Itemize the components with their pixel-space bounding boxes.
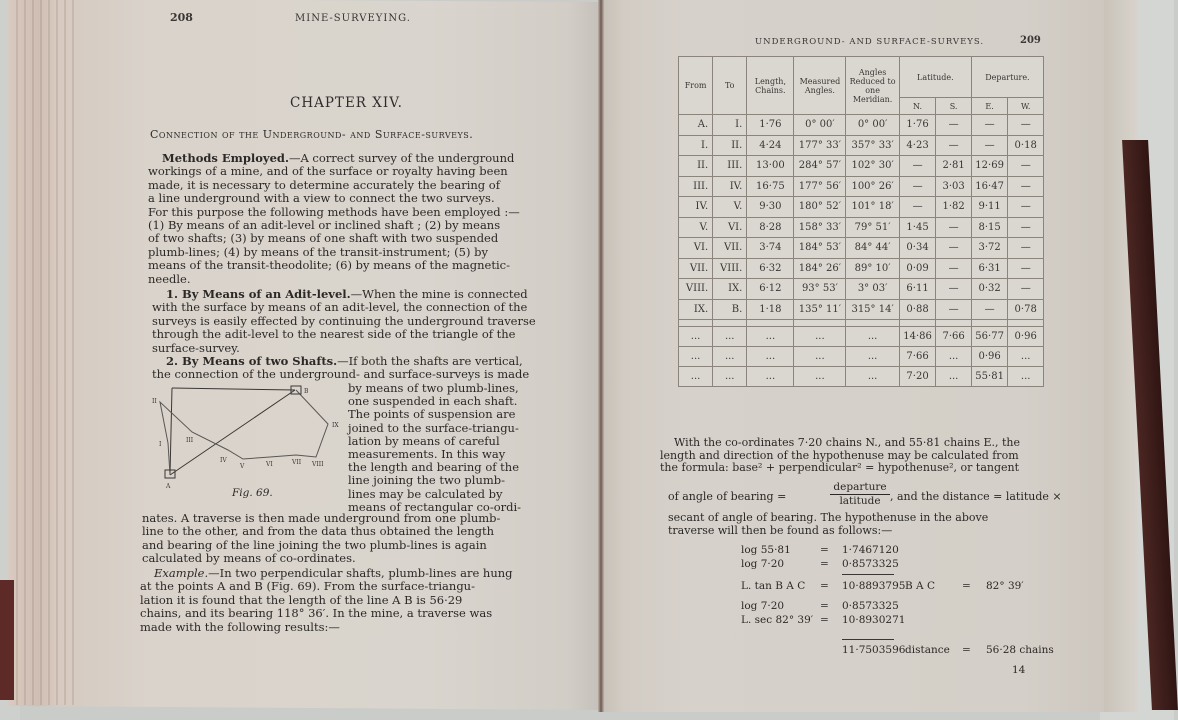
- fraction-denominator: latitude: [839, 495, 881, 507]
- cell-to: VII.: [713, 238, 747, 259]
- totals-row: [679, 347, 1044, 367]
- cell-reduced: 3° 03′: [846, 279, 899, 300]
- table-row: [679, 258, 1044, 279]
- cell-length: 16·75: [747, 176, 794, 197]
- cell-e: 0·96: [971, 347, 1008, 367]
- calc-equals: =: [820, 580, 829, 592]
- cell-w: 0·18: [1008, 135, 1044, 156]
- cell-e: 16·47: [971, 176, 1008, 197]
- calc-label: log 7·20: [741, 600, 785, 612]
- header-to: To: [713, 57, 747, 115]
- cell-n: —: [899, 156, 936, 177]
- cell-w: ...: [1008, 367, 1044, 387]
- cell-s: —: [936, 279, 972, 300]
- cell-measured: 284° 57′: [794, 156, 846, 177]
- fig-label-a: A: [166, 483, 171, 490]
- cell-from: III.: [679, 176, 713, 197]
- cell-n: 0·88: [899, 299, 936, 320]
- cell-s: —: [936, 217, 972, 238]
- cell-reduced: 102° 30′: [846, 156, 899, 177]
- cell-e: —: [971, 135, 1008, 156]
- cell-measured: 180° 52′: [794, 197, 846, 218]
- fig-label-ix: IX: [332, 422, 339, 429]
- calc-value: 0·8573325: [842, 558, 899, 570]
- cell-from: IX.: [679, 299, 713, 320]
- calc-value: 10·8893795: [842, 580, 906, 592]
- fig-label-b: B: [304, 388, 309, 395]
- cell-n: 6·11: [899, 279, 936, 300]
- cell-s: ...: [936, 367, 972, 387]
- calc-value: 10·8930271: [842, 614, 906, 626]
- cell-reduced: 89° 10′: [846, 258, 899, 279]
- calc-equals: =: [820, 614, 829, 626]
- cell-s: 7·66: [936, 327, 972, 347]
- header-s: S.: [936, 98, 972, 115]
- adit-paragraph: 1. By Means of an Adit-level.—When the mine is connected with the surface by means of an adit-level, the connection of the surveys is easily effected by continuing the underground traverse through the adit-level to the nearest side of the triangle of the surface-survey.: [152, 287, 536, 355]
- cell-length: 1·76: [747, 115, 794, 136]
- calc-equals: =: [820, 544, 829, 556]
- table-row: [679, 217, 1044, 238]
- cell-to: IX.: [713, 279, 747, 300]
- cell-measured: 158° 33′: [794, 217, 846, 238]
- cell-w: 0·78: [1008, 299, 1044, 320]
- cell-reduced: ...: [846, 367, 899, 387]
- cell-n: —: [899, 176, 936, 197]
- calc-value: 11·7503596: [842, 644, 906, 656]
- cell-e: 9·11: [971, 197, 1008, 218]
- header-latitude: Latitude.: [899, 57, 971, 98]
- cell-s: —: [936, 258, 972, 279]
- running-head: UNDERGROUND- AND SURFACE-SURVEYS.: [755, 37, 985, 47]
- table-row: [679, 115, 1044, 136]
- cell-measured: 135° 11′: [794, 299, 846, 320]
- cell-length: 3·74: [747, 238, 794, 259]
- chapter-subtitle: Connection of the Underground- and Surface-surveys.: [150, 128, 474, 141]
- fig-label-vi: VI: [266, 461, 273, 468]
- cell-from: A.: [679, 115, 713, 136]
- page-number: 208: [170, 11, 193, 24]
- cell-to: III.: [713, 156, 747, 177]
- calc-extra-label: distance: [905, 644, 950, 656]
- calc-extra-value: 82° 39′: [986, 580, 1024, 592]
- header-n: N.: [899, 98, 936, 115]
- cell-to: I.: [713, 115, 747, 136]
- fig-label-i: I: [159, 441, 162, 448]
- adit-heading: 1. By Means of an Adit-level.: [166, 287, 351, 301]
- cell-n: 7·20: [899, 367, 936, 387]
- cell-to: VIII.: [713, 258, 747, 279]
- cell-measured: ...: [794, 347, 846, 367]
- totals-row: [679, 327, 1044, 347]
- header-measured-angles: Measured Angles.: [794, 57, 846, 115]
- cell-measured: ...: [794, 367, 846, 387]
- header-departure: Departure.: [971, 57, 1043, 98]
- cell-n: 14·86: [899, 327, 936, 347]
- cell-e: 6·31: [971, 258, 1008, 279]
- cell-length: ...: [747, 367, 794, 387]
- calc-equals: =: [820, 600, 829, 612]
- figure-69-diagram: [150, 380, 350, 490]
- figure-caption: Fig. 69.: [232, 487, 273, 499]
- cell-from: ...: [679, 347, 713, 367]
- cell-e: 3·72: [971, 238, 1008, 259]
- table-row: [679, 238, 1044, 259]
- cell-length: 1·18: [747, 299, 794, 320]
- cell-reduced: 101° 18′: [846, 197, 899, 218]
- cell-to: ...: [713, 347, 747, 367]
- sum-rule: [842, 574, 894, 575]
- fig-label-ii: II: [152, 398, 157, 405]
- cell-length: 6·12: [747, 279, 794, 300]
- calc-value: 1·7467120: [842, 544, 899, 556]
- methods-heading: Methods Employed.: [162, 151, 289, 165]
- cell-measured: 93° 53′: [794, 279, 846, 300]
- cell-s: —: [936, 115, 972, 136]
- cell-from: I.: [679, 135, 713, 156]
- calc-label: L. tan B A C: [741, 580, 806, 592]
- secant-paragraph: secant of angle of bearing. The hypothenuse in the above traverse will then be found as follows:—: [668, 511, 989, 537]
- cell-e: 12·69: [971, 156, 1008, 177]
- example-heading: Example.: [154, 566, 209, 580]
- cell-w: —: [1008, 238, 1044, 259]
- surface-line: [170, 388, 172, 475]
- page-number: 209: [1020, 35, 1041, 46]
- cell-s: 2·81: [936, 156, 972, 177]
- after-figure-paragraph: nates. A traverse is then made underground from one plumb- line to the other, and from the data thus obtained the length and bearing of the line joining the two plumb-lines is again calculated by means of co-ordinates.: [142, 511, 501, 566]
- cell-w: —: [1008, 258, 1044, 279]
- cell-length: ...: [747, 347, 794, 367]
- cell-e: —: [971, 299, 1008, 320]
- table-row: [679, 279, 1044, 300]
- cell-reduced: 315° 14′: [846, 299, 899, 320]
- cell-measured: 184° 26′: [794, 258, 846, 279]
- cell-e: 55·81: [971, 367, 1008, 387]
- header-reduced-angles: Angles Reduced to one Meridian.: [846, 57, 899, 115]
- table-row: [679, 176, 1044, 197]
- traverse-table: [678, 56, 1044, 387]
- cell-w: ...: [1008, 347, 1044, 367]
- cell-reduced: ...: [846, 327, 899, 347]
- cell-from: VI.: [679, 238, 713, 259]
- cell-s: 3·03: [936, 176, 972, 197]
- cell-measured: ...: [794, 327, 846, 347]
- cell-s: —: [936, 135, 972, 156]
- cell-w: —: [1008, 176, 1044, 197]
- calc-extra-label: B A C: [905, 580, 936, 592]
- fig-label-v: V: [240, 463, 245, 470]
- cell-reduced: 0° 00′: [846, 115, 899, 136]
- cell-s: —: [936, 238, 972, 259]
- calc-extra-equals: =: [962, 644, 971, 656]
- cell-length: ...: [747, 327, 794, 347]
- cell-measured: 177° 56′: [794, 176, 846, 197]
- table-spacer: [679, 320, 1044, 327]
- cell-w: —: [1008, 279, 1044, 300]
- cell-length: 9·30: [747, 197, 794, 218]
- cell-measured: 0° 00′: [794, 115, 846, 136]
- wrap-text: by means of two plumb-lines, one suspended in each shaft. The points of suspension are joined to the surface-triangu- lation by means of careful measurements. In this way the length and bearing of the line joining the two plumb- lines may be calculated by means of rectangular co-ordi-: [348, 381, 522, 514]
- cell-to: B.: [713, 299, 747, 320]
- cell-reduced: ...: [846, 347, 899, 367]
- cell-to: II.: [713, 135, 747, 156]
- cell-to: V.: [713, 197, 747, 218]
- cell-to: ...: [713, 367, 747, 387]
- header-e: E.: [971, 98, 1008, 115]
- cell-s: 1·82: [936, 197, 972, 218]
- fig-label-viii: VIII: [312, 461, 324, 468]
- cell-w: —: [1008, 115, 1044, 136]
- header-length: Length, Chains.: [747, 57, 794, 115]
- cell-n: 1·76: [899, 115, 936, 136]
- cell-n: 1·45: [899, 217, 936, 238]
- cell-from: V.: [679, 217, 713, 238]
- cell-from: VII.: [679, 258, 713, 279]
- methods-paragraph: Methods Employed.—A correct survey of the underground workings of a mine, and of the surface or royalty having been made, it is necessary to determine accurately the bearing of a line underground with a view to connect the two surveys. For this purpose the following methods have been employed :— (1) By means of an adit-level or inclined shaft ; (2) by means of two shafts; (3) by means of one shaft with two suspended plumb-lines; (4) by means of the transit-instrument; (5) by means of the transit-theodolite; (6) by means of the magnetic- needle.: [148, 151, 520, 286]
- cell-measured: 177° 33′: [794, 135, 846, 156]
- cell-reduced: 84° 44′: [846, 238, 899, 259]
- cell-s: ...: [936, 347, 972, 367]
- page-edges: [10, 0, 80, 705]
- table-row: [679, 197, 1044, 218]
- header-from: From: [679, 57, 713, 115]
- cell-n: 7·66: [899, 347, 936, 367]
- cell-n: 0·34: [899, 238, 936, 259]
- cell-to: VI.: [713, 217, 747, 238]
- signature-mark: 14: [1012, 664, 1026, 676]
- shafts-heading: 2. By Means of two Shafts.: [166, 354, 338, 368]
- cell-to: IV.: [713, 176, 747, 197]
- cell-measured: 184° 53′: [794, 238, 846, 259]
- cell-e: 0·32: [971, 279, 1008, 300]
- table-row: [679, 299, 1044, 320]
- calc-value: 0·8573325: [842, 600, 899, 612]
- bearing-formula: of angle of bearing = departure latitude , and the distance = latitude ×: [668, 481, 1062, 507]
- cell-n: —: [899, 197, 936, 218]
- calc-label: log 55·81: [741, 544, 791, 556]
- surface-line: [172, 388, 295, 390]
- cell-from: ...: [679, 327, 713, 347]
- table-row: [679, 156, 1044, 177]
- cell-to: ...: [713, 327, 747, 347]
- table-row: [679, 135, 1044, 156]
- hypothenuse-paragraph: With the co-ordinates 7·20 chains N., and 55·81 chains E., the length and direction of the hypothenuse may be calculated from the formula: base² + perpendicular² = hypothenuse², or tangent: [660, 436, 1020, 475]
- shafts-paragraph: 2. By Means of two Shafts.—If both the shafts are vertical, the connection of the underground- and surface-surveys is made: [152, 354, 530, 382]
- cell-reduced: 357° 33′: [846, 135, 899, 156]
- calc-equals: =: [820, 558, 829, 570]
- fig-label-iii: III: [186, 437, 194, 444]
- calc-label: log 7·20: [741, 558, 785, 570]
- cell-e: 8·15: [971, 217, 1008, 238]
- cell-reduced: 100° 26′: [846, 176, 899, 197]
- book-cover: [0, 580, 14, 700]
- cell-e: 56·77: [971, 327, 1008, 347]
- cell-s: —: [936, 299, 972, 320]
- cell-from: II.: [679, 156, 713, 177]
- header-w: W.: [1008, 98, 1044, 115]
- cell-reduced: 79° 51′: [846, 217, 899, 238]
- cell-length: 13·00: [747, 156, 794, 177]
- calc-label: L. sec 82° 39′: [741, 614, 814, 626]
- totals-row: [679, 367, 1044, 387]
- chapter-title: CHAPTER XIV.: [290, 95, 403, 111]
- cell-length: 4·24: [747, 135, 794, 156]
- example-paragraph: Example.—In two perpendicular shafts, plumb-lines are hung at the points A and B (Fig. 69). From the surface-triangu- lation it is found that the length of the line A B is 56·29 chains, and its bearing 118° 36′. In the mine, a traverse was made with the following results:—: [140, 566, 513, 634]
- fig-label-vii: VII: [292, 459, 302, 466]
- fraction-numerator: departure: [830, 481, 890, 495]
- sum-rule: [842, 639, 894, 640]
- line-ab: [170, 390, 295, 475]
- cell-length: 6·32: [747, 258, 794, 279]
- cell-from: IV.: [679, 197, 713, 218]
- cell-w: 0·96: [1008, 327, 1044, 347]
- cell-w: —: [1008, 217, 1044, 238]
- cell-from: ...: [679, 367, 713, 387]
- running-head: MINE-SURVEYING.: [295, 13, 411, 24]
- cell-e: —: [971, 115, 1008, 136]
- fig-label-iv: IV: [220, 457, 227, 464]
- cell-from: VIII.: [679, 279, 713, 300]
- cell-n: 0·09: [899, 258, 936, 279]
- calc-extra-value: 56·28 chains: [986, 644, 1054, 656]
- cell-w: —: [1008, 156, 1044, 177]
- cell-n: 4·23: [899, 135, 936, 156]
- cell-w: —: [1008, 197, 1044, 218]
- cell-length: 8·28: [747, 217, 794, 238]
- calc-extra-equals: =: [962, 580, 971, 592]
